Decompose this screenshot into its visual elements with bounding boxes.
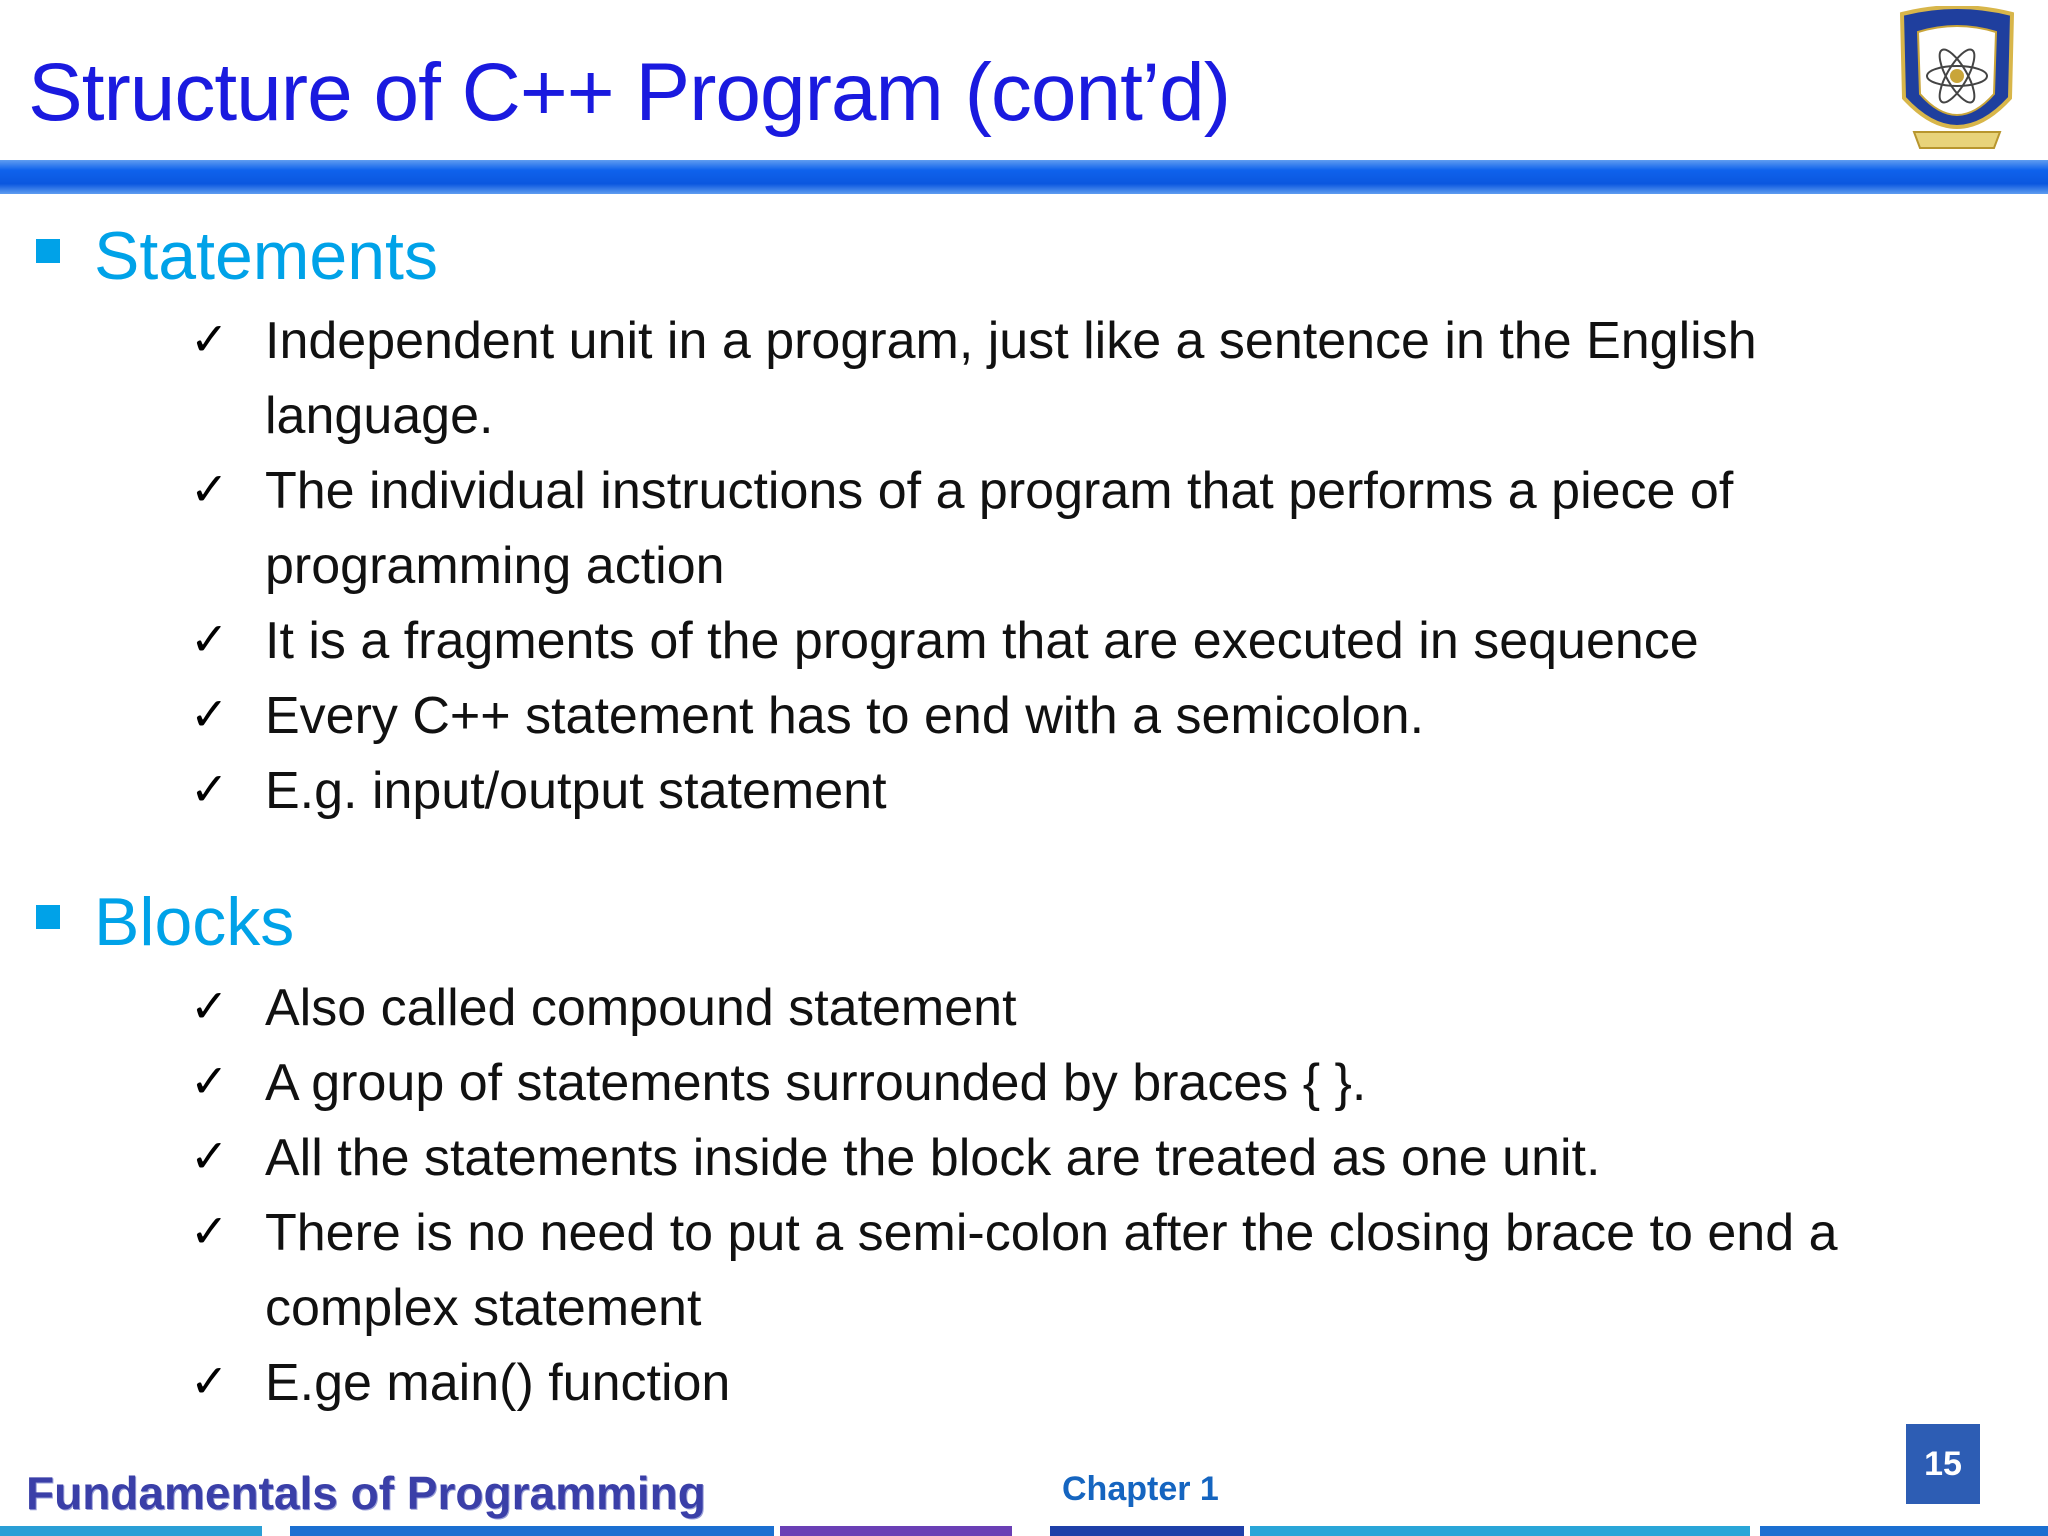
footer-color-strip (1250, 1526, 1750, 1536)
footer-color-strip (1050, 1526, 1244, 1536)
page-number-badge: 15 (1906, 1424, 1980, 1504)
list-item: ✓ It is a fragments of the program that are executed in sequence (185, 604, 1985, 679)
footer-chapter-label: Chapter 1 (1062, 1470, 1219, 1508)
checkmark-icon: ✓ (190, 1204, 229, 1258)
checkmark-icon: ✓ (190, 979, 229, 1033)
list-item: ✓ E.g. input/output statement (185, 754, 1985, 829)
header-divider-bar (0, 160, 2048, 194)
list-item: ✓ The individual instructions of a program that performs a piece of programming action (185, 454, 1985, 604)
checkmark-icon: ✓ (190, 1354, 229, 1408)
list-item: ✓ Every C++ statement has to end with a semicolon. (185, 679, 1985, 754)
footer-course-title: Fundamentals of Programming (26, 1467, 706, 1519)
list-item: ✓ There is no need to put a semi-colon after the closing brace to end a complex statement (185, 1196, 1985, 1346)
list-item: ✓ Independent unit in a program, just like a sentence in the English language. (185, 304, 1985, 454)
checkmark-icon: ✓ (190, 1129, 229, 1183)
checkmark-icon: ✓ (190, 687, 229, 741)
list-item: ✓ A group of statements surrounded by braces { }. (185, 1046, 1985, 1121)
checkmark-icon: ✓ (190, 762, 229, 816)
slide-title: Structure of C++ Program (cont’d) (28, 47, 1231, 138)
footer-color-strip (780, 1526, 1012, 1536)
list-item: ✓ E.ge main() function (185, 1346, 1985, 1421)
footer-color-strip (1760, 1526, 2048, 1536)
checkmark-icon: ✓ (190, 312, 229, 366)
checkmark-icon: ✓ (190, 612, 229, 666)
square-bullet-icon (36, 905, 60, 929)
checkmark-icon: ✓ (190, 1054, 229, 1108)
blocks-list (185, 971, 1985, 1421)
section-title: Statements (94, 218, 438, 294)
statements-list (185, 304, 1985, 829)
square-bullet-icon (36, 239, 60, 263)
list-item: ✓ Also called compound statement (185, 971, 1985, 1046)
university-seal-icon (1894, 6, 2020, 158)
list-item: ✓ All the statements inside the block are treated as one unit. (185, 1121, 1985, 1196)
footer-color-strip (0, 1526, 262, 1536)
section-title: Blocks (94, 884, 295, 960)
footer-color-strip (290, 1526, 774, 1536)
checkmark-icon: ✓ (190, 462, 229, 516)
